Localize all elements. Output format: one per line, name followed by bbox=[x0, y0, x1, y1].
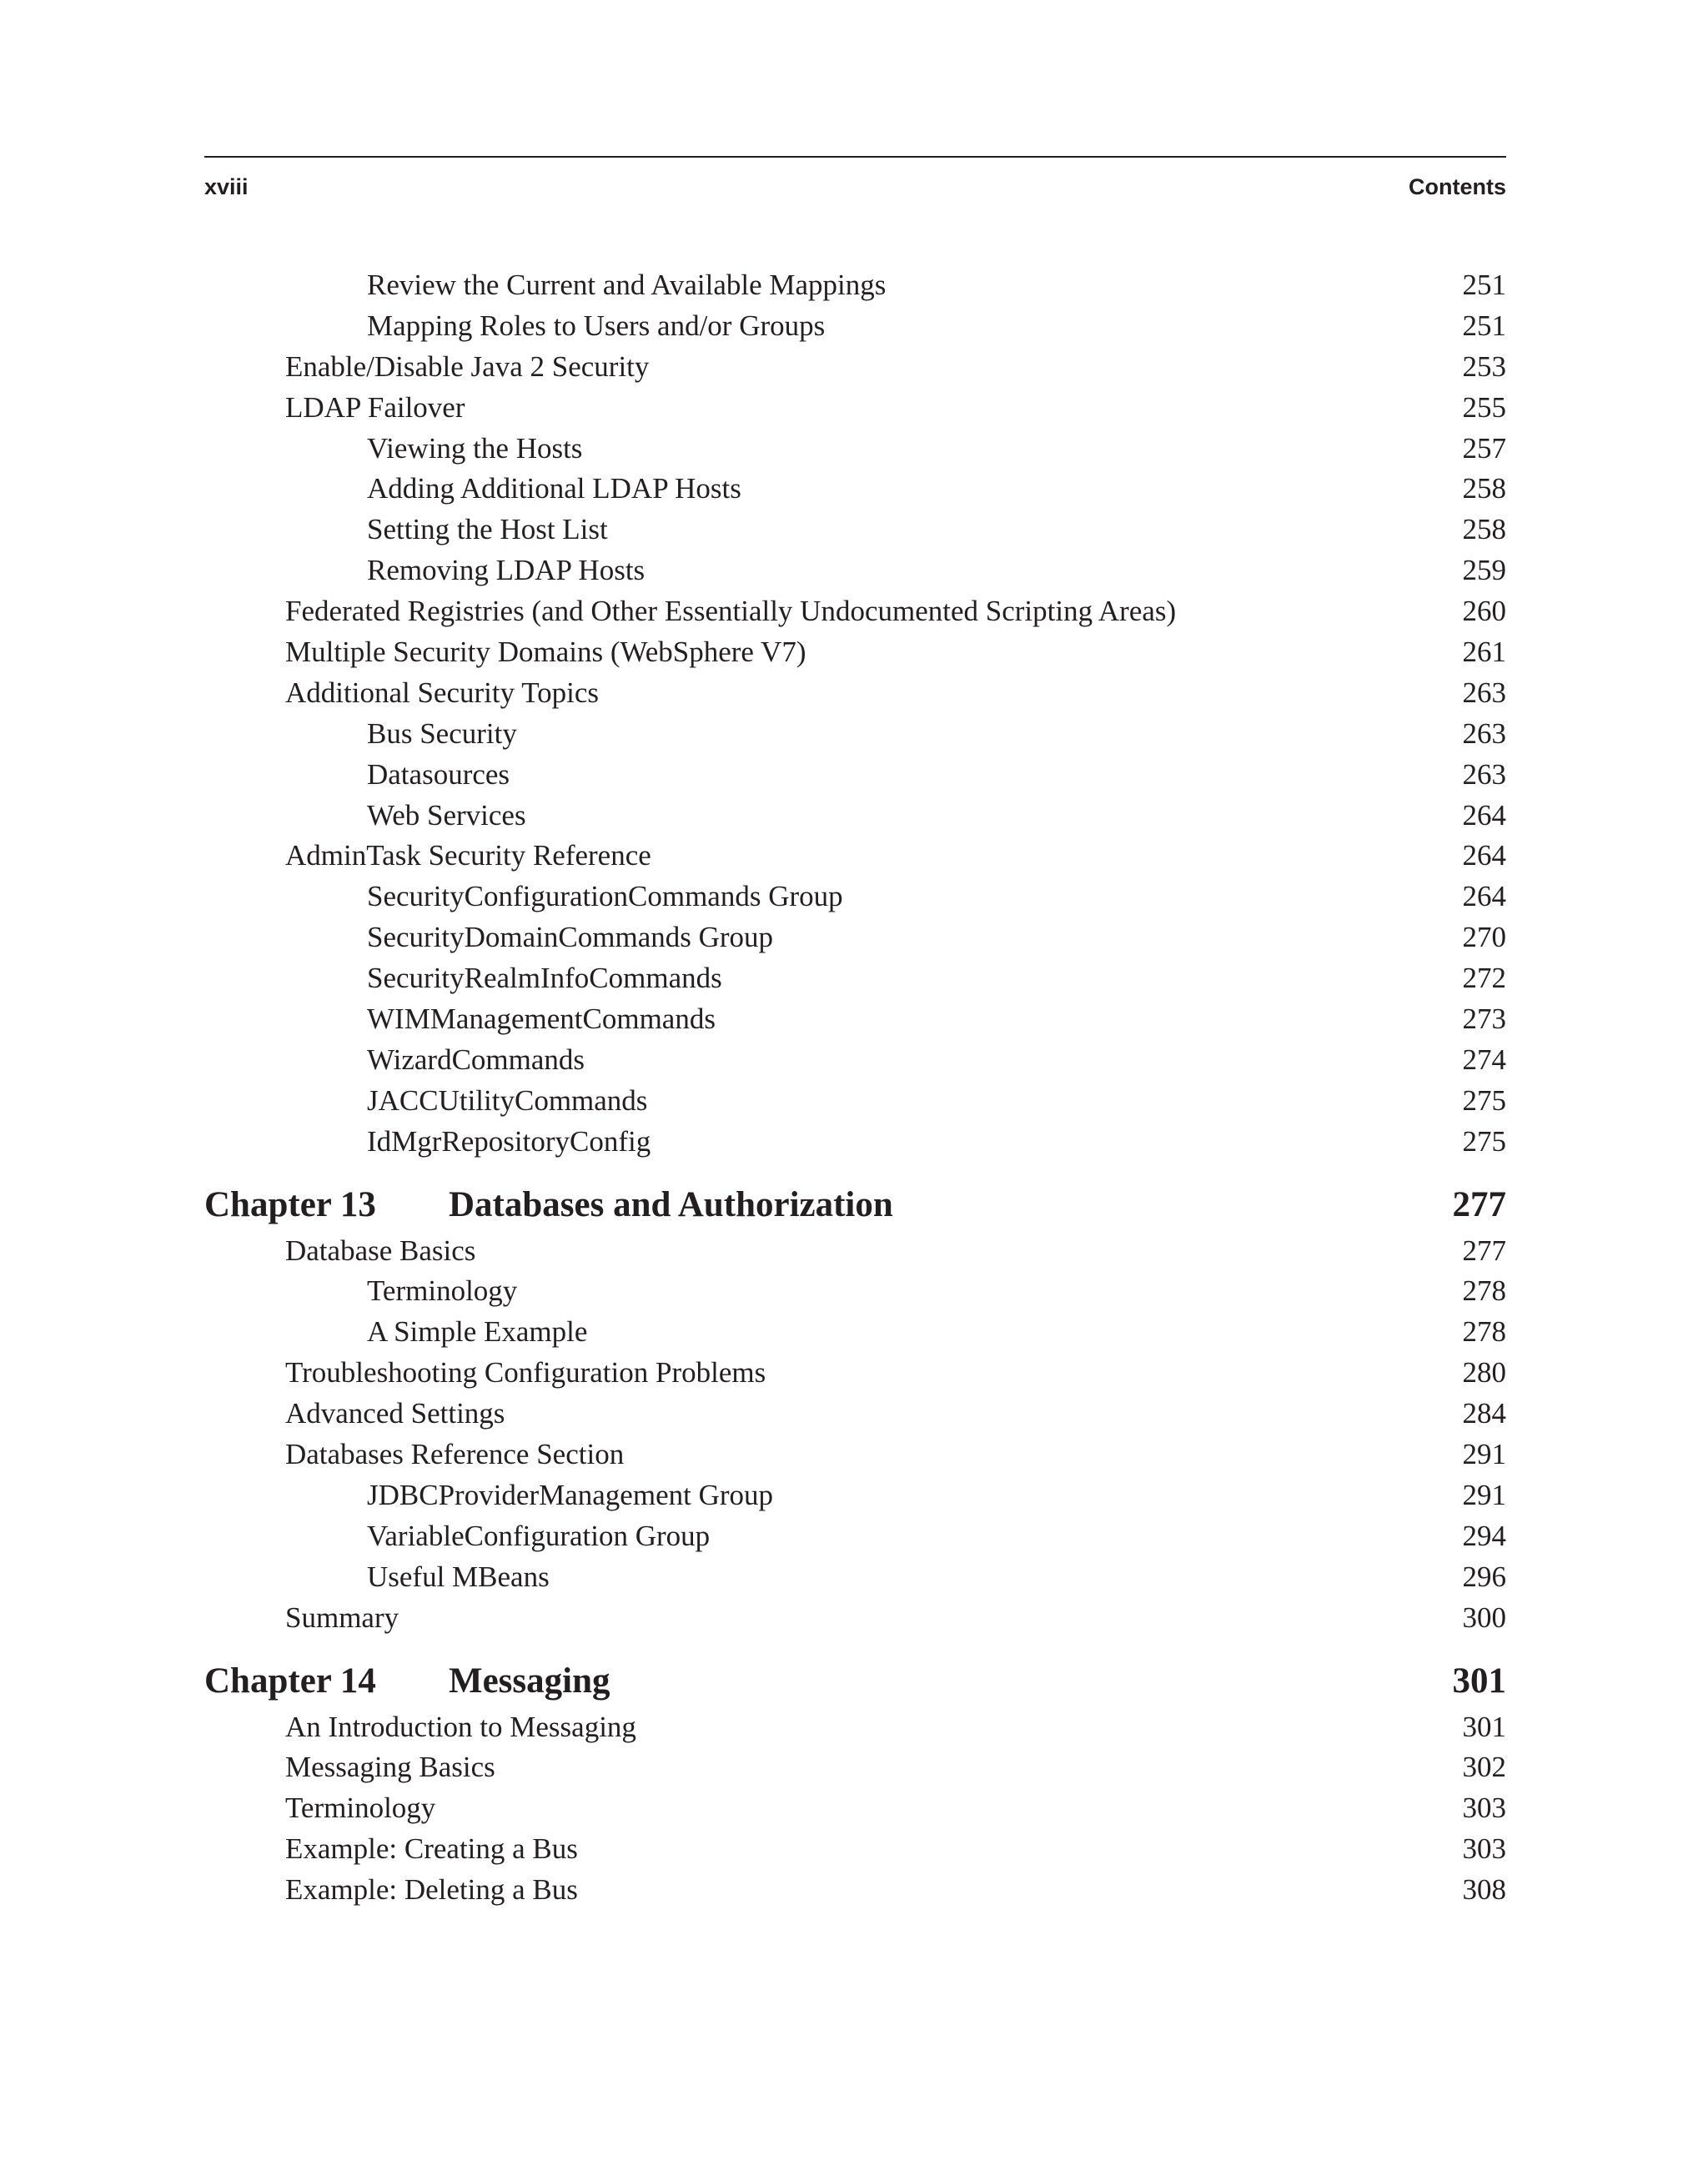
toc-entry[interactable] bbox=[204, 510, 1506, 550]
toc-entry[interactable] bbox=[204, 591, 1506, 632]
table-of-contents bbox=[204, 265, 1506, 1911]
toc-entry[interactable] bbox=[204, 958, 1506, 999]
chapter-title: Databases and Authorization bbox=[449, 1184, 893, 1224]
toc-entry[interactable] bbox=[204, 1353, 1506, 1394]
page-label: xviii bbox=[204, 174, 249, 199]
toc-entry[interactable] bbox=[204, 1435, 1506, 1475]
toc-entry-page: 263 bbox=[1462, 716, 1506, 750]
toc-entry[interactable] bbox=[204, 1040, 1506, 1081]
toc-entry-title: Multiple Security Domains (WebSphere V7) bbox=[285, 636, 806, 669]
toc-entry[interactable] bbox=[204, 1312, 1506, 1353]
toc-entry-title: SecurityDomainCommands Group bbox=[367, 921, 774, 954]
toc-entry[interactable] bbox=[204, 550, 1506, 591]
toc-entry[interactable] bbox=[204, 714, 1506, 755]
chapter-heading[interactable] bbox=[204, 1657, 1506, 1706]
toc-entry[interactable] bbox=[204, 1788, 1506, 1829]
toc-entry-page: 264 bbox=[1462, 880, 1506, 913]
toc-entry-page: 277 bbox=[1462, 1234, 1506, 1267]
toc-entry-title: Setting the Host List bbox=[367, 513, 608, 546]
toc-entry-page: 259 bbox=[1462, 554, 1506, 587]
toc-entry-page: 264 bbox=[1462, 839, 1506, 872]
toc-entry-title: AdminTask Security Reference bbox=[285, 839, 651, 872]
chapter-number: Chapter 13 bbox=[204, 1184, 376, 1224]
toc-entry-page: 275 bbox=[1462, 1124, 1506, 1158]
toc-entry-title: Terminology bbox=[285, 1792, 436, 1825]
running-head bbox=[204, 174, 1506, 199]
toc-entry-page: 264 bbox=[1462, 798, 1506, 832]
toc-entry-title: Database Basics bbox=[285, 1234, 476, 1267]
toc-entry-title: Messaging Basics bbox=[285, 1751, 495, 1784]
toc-entry-title: Datasources bbox=[367, 757, 510, 791]
toc-entry-page: 280 bbox=[1462, 1356, 1506, 1390]
toc-entry-page: 300 bbox=[1462, 1601, 1506, 1634]
toc-entry[interactable] bbox=[204, 1231, 1506, 1272]
toc-entry-title: Summary bbox=[285, 1601, 399, 1634]
section-label: Contents bbox=[1409, 174, 1506, 199]
toc-entry[interactable] bbox=[204, 836, 1506, 877]
toc-entry-title: A Simple Example bbox=[367, 1315, 588, 1349]
chapter-page: 277 bbox=[1452, 1184, 1506, 1224]
toc-entry-page: 272 bbox=[1462, 962, 1506, 995]
toc-entry-page: 303 bbox=[1462, 1792, 1506, 1825]
toc-entry-title: JACCUtilityCommands bbox=[367, 1083, 648, 1117]
toc-entry-title: Web Services bbox=[367, 798, 526, 832]
toc-entry-page: 258 bbox=[1462, 472, 1506, 505]
toc-entry-title: Federated Registries (and Other Essentially Undocumented Scripting Areas) bbox=[285, 595, 1177, 628]
toc-entry-page: 291 bbox=[1462, 1438, 1506, 1471]
toc-entry-title: Example: Deleting a Bus bbox=[285, 1873, 578, 1907]
toc-entry-page: 303 bbox=[1462, 1832, 1506, 1866]
toc-entry-title: Removing LDAP Hosts bbox=[367, 554, 646, 587]
toc-entry-page: 251 bbox=[1462, 269, 1506, 301]
toc-entry-page: 296 bbox=[1462, 1560, 1506, 1593]
toc-entry-title: JDBCProviderManagement Group bbox=[367, 1478, 774, 1511]
chapter-label bbox=[204, 1181, 893, 1229]
toc-entry-title: Viewing the Hosts bbox=[367, 431, 583, 465]
toc-entry[interactable] bbox=[204, 1598, 1506, 1639]
toc-entry[interactable] bbox=[204, 1122, 1506, 1163]
toc-entry[interactable] bbox=[204, 632, 1506, 673]
toc-entry-title: Useful MBeans bbox=[367, 1560, 550, 1593]
toc-entry-page: 263 bbox=[1462, 757, 1506, 791]
toc-entry-title: VariableConfiguration Group bbox=[367, 1519, 711, 1552]
toc-entry-page: 260 bbox=[1462, 595, 1506, 628]
toc-entry-page: 273 bbox=[1462, 1003, 1506, 1036]
toc-entry[interactable] bbox=[204, 755, 1506, 796]
toc-entry[interactable] bbox=[204, 1747, 1506, 1788]
toc-entry-page: 255 bbox=[1462, 390, 1506, 424]
toc-entry-title: Review the Current and Available Mappings bbox=[367, 269, 887, 301]
toc-entry[interactable] bbox=[204, 469, 1506, 510]
toc-entry-title: Mapping Roles to Users and/or Groups bbox=[367, 309, 826, 342]
toc-entry-title: Bus Security bbox=[367, 716, 517, 750]
toc-entry-title: Example: Creating a Bus bbox=[285, 1832, 578, 1866]
toc-entry[interactable] bbox=[204, 347, 1506, 388]
toc-entry[interactable] bbox=[204, 1081, 1506, 1122]
toc-entry-page: 275 bbox=[1462, 1083, 1506, 1117]
toc-entry-title: Advanced Settings bbox=[285, 1397, 505, 1430]
toc-entry-page: 294 bbox=[1462, 1519, 1506, 1552]
toc-entry-title: IdMgrRepositoryConfig bbox=[367, 1124, 651, 1158]
toc-entry-page: 308 bbox=[1462, 1873, 1506, 1907]
toc-entry-title: Terminology bbox=[367, 1274, 518, 1308]
toc-entry-page: 301 bbox=[1462, 1710, 1506, 1743]
toc-entry-title: Troubleshooting Configuration Problems bbox=[285, 1356, 766, 1390]
toc-entry[interactable] bbox=[204, 796, 1506, 837]
toc-entry-page: 258 bbox=[1462, 513, 1506, 546]
toc-entry[interactable] bbox=[204, 1557, 1506, 1598]
toc-entry-title: LDAP Failover bbox=[285, 390, 465, 424]
toc-entry-title: Enable/Disable Java 2 Security bbox=[285, 349, 650, 383]
toc-entry-title: Adding Additional LDAP Hosts bbox=[367, 472, 741, 505]
toc-entry-page: 302 bbox=[1462, 1751, 1506, 1784]
toc-entry-page: 291 bbox=[1462, 1478, 1506, 1511]
toc-entry-title: SecurityConfigurationCommands Group bbox=[367, 880, 843, 913]
toc-entry[interactable] bbox=[204, 673, 1506, 714]
toc-entry[interactable] bbox=[204, 1271, 1506, 1312]
chapter-page: 301 bbox=[1452, 1661, 1506, 1701]
toc-entry[interactable] bbox=[204, 265, 1506, 306]
toc-entry[interactable] bbox=[204, 999, 1506, 1040]
toc-entry[interactable] bbox=[204, 877, 1506, 917]
toc-entry-title: WizardCommands bbox=[367, 1043, 585, 1076]
chapter-heading[interactable] bbox=[204, 1181, 1506, 1229]
toc-entry-page: 257 bbox=[1462, 431, 1506, 465]
toc-entry-page: 253 bbox=[1462, 349, 1506, 383]
toc-entry[interactable] bbox=[204, 1829, 1506, 1870]
toc-entry[interactable] bbox=[204, 1475, 1506, 1516]
chapter-label bbox=[204, 1657, 610, 1706]
toc-entry[interactable] bbox=[204, 1516, 1506, 1557]
toc-entry-page: 278 bbox=[1462, 1274, 1506, 1308]
toc-entry-title: An Introduction to Messaging bbox=[285, 1710, 636, 1743]
toc-entry[interactable] bbox=[204, 429, 1506, 470]
toc-entry-page: 278 bbox=[1462, 1315, 1506, 1349]
toc-entry[interactable] bbox=[204, 306, 1506, 347]
toc-entry-page: 263 bbox=[1462, 676, 1506, 709]
toc-entry[interactable] bbox=[204, 917, 1506, 958]
chapter-number: Chapter 14 bbox=[204, 1661, 376, 1701]
toc-entry-page: 284 bbox=[1462, 1397, 1506, 1430]
toc-entry-page: 270 bbox=[1462, 921, 1506, 954]
header-rule bbox=[204, 156, 1506, 158]
toc-entry-title: SecurityRealmInfoCommands bbox=[367, 962, 722, 995]
toc-entry[interactable] bbox=[204, 1707, 1506, 1748]
document-page bbox=[204, 156, 1506, 1911]
toc-entry[interactable] bbox=[204, 1394, 1506, 1435]
toc-entry-title: WIMManagementCommands bbox=[367, 1003, 716, 1036]
toc-entry[interactable] bbox=[204, 1870, 1506, 1911]
toc-entry-title: Databases Reference Section bbox=[285, 1438, 625, 1471]
toc-entry-title: Additional Security Topics bbox=[285, 676, 600, 709]
toc-entry[interactable] bbox=[204, 388, 1506, 429]
toc-entry-page: 261 bbox=[1462, 636, 1506, 669]
chapter-title: Messaging bbox=[449, 1661, 610, 1701]
toc-entry-page: 251 bbox=[1462, 309, 1506, 342]
toc-entry-page: 274 bbox=[1462, 1043, 1506, 1076]
